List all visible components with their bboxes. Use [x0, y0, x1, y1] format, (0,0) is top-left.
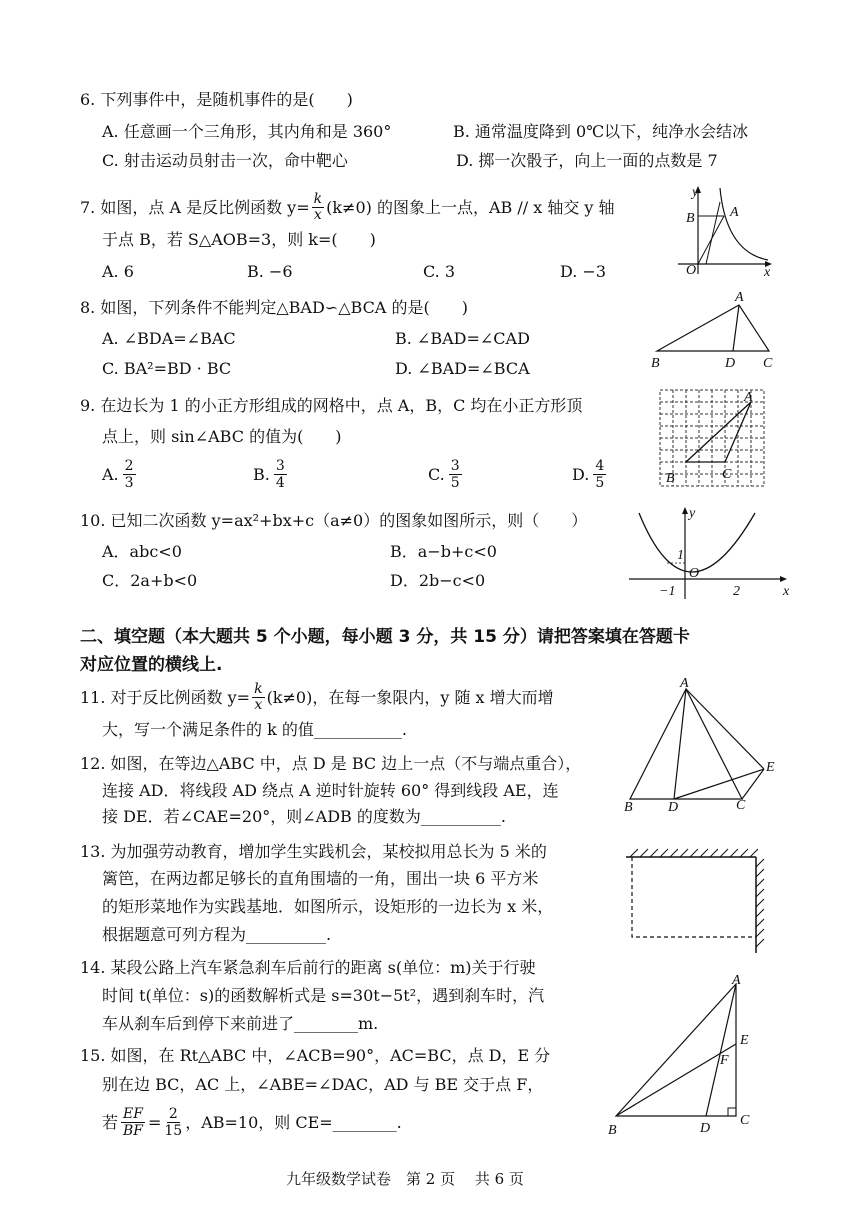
q7-label-x: x: [764, 265, 771, 280]
q9-option-b-num: 3: [275, 458, 285, 474]
section2-heading-line1: 二、填空题（本大题共 5 个小题，每小题 3 分，共 15 分）请把答案填在答题卡: [80, 627, 690, 647]
q15-segment-ad: [706, 984, 736, 1116]
q7-option-b: B. −6: [247, 262, 293, 281]
page-footer: 九年级数学试卷 第 2 页 共 6 页: [286, 1170, 524, 1188]
q6-option-d: D. 掷一次骰子，向上一面的点数是 7: [456, 151, 718, 170]
q13-line4: 根据题意可列方程为__________.: [102, 925, 332, 944]
q11-stem-a: 11. 对于反比例函数 y=: [80, 687, 251, 707]
q12-label-e: E: [766, 760, 775, 775]
q8-option-b: B. ∠BAD=∠CAD: [395, 329, 530, 348]
q12-segment-de: [674, 769, 764, 799]
q15-label-a: A: [732, 973, 741, 988]
q15-line1: 15. 如图，在 Rt△ABC 中，∠ACB=90°，AC=BC，点 D，E 分: [80, 1046, 551, 1065]
q12-segment-ad: [674, 689, 686, 799]
q8-label-d: D: [725, 356, 736, 371]
q12-line3: 接 DE．若∠CAE=20°，则∠ADB 的度数为__________.: [102, 807, 506, 826]
q9-option-c-fraction: [449, 458, 462, 491]
q11-stem-b: (k≠0)，在每一象限内，y 随 x 增大而增: [266, 687, 554, 707]
q9-option-d-label: D.: [572, 464, 590, 484]
q10-label-2: 2: [733, 584, 740, 599]
q9-option-c-den: 5: [450, 475, 460, 491]
q15-line3-prefix: 若: [102, 1112, 119, 1132]
q7-segment-ob: [706, 202, 720, 264]
q14-line2: 时间 t(单位：s)的函数解析式是 s=30t−5t²，遇到刹车时，汽: [102, 986, 545, 1005]
q7-hyperbola: [720, 188, 768, 260]
q7-frac-den: x: [313, 207, 322, 223]
q9-label-c: C: [722, 467, 732, 482]
q13-wall-hatching: [630, 849, 764, 947]
q10-label-x: x: [783, 584, 790, 599]
q9-figure: [656, 386, 770, 490]
q10-label-y: y: [689, 506, 696, 521]
q6-option-a: A. 任意画一个三角形，其内角和是 360°: [102, 122, 392, 141]
q7-label-a: A: [730, 205, 739, 220]
q8-option-c: C. BA²=BD · BC: [102, 359, 232, 378]
q14-line1: 14. 某段公路上汽车紧急刹车后前行的距离 s(单位：m)关于行驶: [80, 958, 536, 977]
q10-stem: 10. 已知二次函数 y=ax²+bx+c（a≠0）的图象如图所示，则（ ）: [80, 511, 588, 530]
q15-figure: [602, 972, 762, 1140]
q7-label-o: O: [686, 263, 697, 278]
q15-frac-num: EF: [123, 1106, 143, 1122]
q10-figure: [625, 503, 795, 603]
q10-label-1: 1: [677, 548, 684, 563]
q13-figure: [620, 843, 770, 958]
q15-line3: [102, 1106, 402, 1139]
q9-option-d-fraction: [593, 458, 606, 491]
q7-fraction: [312, 192, 324, 223]
q9-option-a-fraction: [123, 458, 136, 491]
q8-segment-ad: [733, 305, 739, 351]
q15-fraction-ef-bf: [121, 1106, 145, 1139]
q15-label-d: D: [700, 1121, 711, 1136]
q13-line1: 13. 为加强劳动教育，增加学生实践机会，某校拟用总长为 5 米的: [80, 842, 547, 861]
q9-option-d: [572, 458, 606, 491]
q15-triangle-abc: [616, 984, 736, 1116]
q10-option-b: B．a−b+c<0: [390, 542, 497, 561]
q14-line3: 车从刹车后到停下来前进了________m.: [102, 1014, 379, 1033]
q12-figure: [618, 675, 788, 815]
q7-stem-line1: [80, 192, 615, 223]
q15-eq: =: [147, 1112, 162, 1132]
q10-y-arrow: [682, 507, 688, 514]
q10-option-d: D．2b−c<0: [390, 571, 486, 590]
q9-option-b: [253, 458, 287, 491]
q10-option-c: C．2a+b<0: [102, 571, 198, 590]
q9-option-d-num: 4: [595, 458, 605, 474]
q7-option-a: A. 6: [102, 262, 134, 281]
q7-figure: [668, 182, 780, 282]
q9-label-a: A: [744, 390, 753, 405]
q15-label-b: B: [608, 1123, 617, 1138]
q8-label-b: B: [651, 356, 660, 371]
q8-option-d: D. ∠BAD=∠BCA: [395, 359, 530, 378]
q13-line3: 的矩形菜地作为实践基地．如图所示，设矩形的一边长为 x 米，: [102, 897, 554, 916]
q12-label-b: B: [624, 800, 633, 815]
q9-option-c: [428, 458, 462, 491]
q6-option-b: B. 通常温度降到 0℃以下，纯净水会结冰: [453, 122, 749, 141]
q7-option-d: D. −3: [560, 262, 607, 281]
q9-stem-line2: 点上，则 sin∠ABC 的值为( ): [102, 427, 342, 446]
q13-fence-dashed: [632, 857, 756, 937]
q12-label-c: C: [736, 798, 746, 813]
q12-line2: 连接 AD．将线段 AD 绕点 A 逆时针旋转 60° 得到线段 AE，连: [102, 781, 559, 800]
q9-option-b-den: 4: [275, 475, 285, 491]
q10-label-neg1: −1: [659, 584, 676, 599]
q8-triangle-abc: [657, 305, 769, 351]
q7-label-b: B: [686, 211, 695, 226]
q9-option-d-den: 5: [595, 475, 605, 491]
q7-label-y: y: [692, 185, 699, 200]
q8-label-c: C: [763, 356, 773, 371]
q11-stem-line2: 大，写一个满足条件的 k 的值___________.: [102, 720, 407, 739]
q15-segment-be: [616, 1044, 736, 1116]
q15-right-angle-mark: [728, 1108, 736, 1116]
q11-frac-num: k: [254, 681, 263, 697]
q10-x-arrow: [780, 576, 787, 582]
q9-option-c-num: 3: [450, 458, 460, 474]
q9-triangle-abc: [686, 402, 751, 462]
q15-label-c: C: [740, 1113, 750, 1128]
q9-option-b-label: B.: [253, 464, 270, 484]
q15-line3-suffix: ，AB=10，则 CE=________.: [185, 1112, 402, 1132]
q15-fraction-2-15: [164, 1106, 182, 1139]
q7-stem-a: 7. 如图，点 A 是反比例函数 y=: [80, 197, 310, 217]
q11-fraction: [252, 682, 264, 713]
q12-segment-ae: [686, 689, 764, 769]
q15-frac-den: BF: [122, 1123, 143, 1139]
q6-stem: 6. 下列事件中，是随机事件的是( ): [80, 90, 353, 109]
q13-line2: 篱笆，在两边都足够长的直角围墙的一角，围出一块 6 平方米: [102, 869, 539, 888]
q15-line2: 别在边 BC，AC 上，∠ABE=∠DAC，AD 与 BE 交于点 F，: [102, 1075, 544, 1094]
q12-line1: 12. 如图，在等边△ABC 中，点 D 是 BC 边上一点（不与端点重合），: [80, 754, 582, 773]
q10-option-a: A．abc<0: [102, 542, 182, 561]
q8-option-a: A. ∠BDA=∠BAC: [102, 329, 236, 348]
q15-label-f: F: [720, 1053, 729, 1068]
q7-frac-num: k: [313, 191, 323, 207]
q11-frac-den: x: [254, 697, 263, 713]
q9-option-a: [102, 458, 136, 491]
q12-label-d: D: [668, 800, 679, 815]
q15-frac2-num: 2: [168, 1106, 178, 1122]
q8-figure: [645, 285, 785, 373]
q10-parabola: [639, 513, 755, 572]
q9-option-a-den: 3: [124, 475, 134, 491]
q9-option-a-num: 2: [124, 458, 134, 474]
q9-option-b-fraction: [274, 458, 287, 491]
q7-stem-line2: 于点 B，若 S△AOB=3，则 k=( ): [102, 230, 376, 249]
q9-label-b: B: [666, 471, 675, 486]
q6-option-c: C. 射击运动员射击一次，命中靶心: [102, 151, 348, 170]
q7-option-c: C. 3: [423, 262, 456, 281]
q12-label-a: A: [680, 676, 689, 691]
q11-stem-line1: [80, 682, 554, 713]
q7-stem-b: (k≠0) 的图象上一点，AB // x 轴交 y 轴: [326, 197, 615, 217]
section2-heading-line2: 对应位置的横线上.: [80, 655, 223, 675]
q8-stem: 8. 如图，下列条件不能判定△BAD∽△BCA 的是( ): [80, 298, 468, 317]
q9-option-c-label: C.: [428, 464, 445, 484]
q8-label-a: A: [735, 290, 744, 305]
q9-stem-line1: 9. 在边长为 1 的小正方形组成的网格中，点 A，B，C 均在小正方形顶: [80, 396, 583, 415]
q12-segment-ce: [742, 769, 764, 799]
q15-label-e: E: [740, 1033, 749, 1048]
q15-frac2-den: 15: [164, 1123, 183, 1139]
q9-option-a-label: A.: [102, 464, 119, 484]
q10-label-o: O: [689, 566, 700, 581]
